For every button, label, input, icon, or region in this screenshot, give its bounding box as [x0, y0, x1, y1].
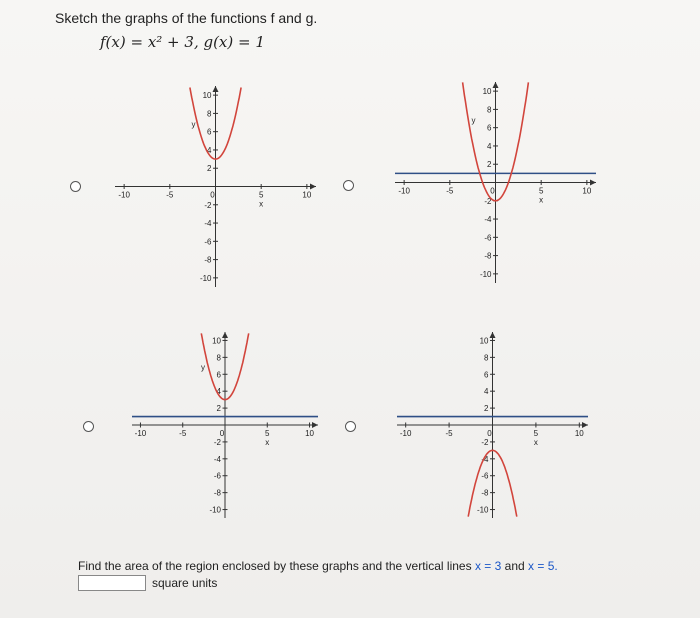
y-axis-arrow — [222, 332, 228, 338]
x-tick-label: 0 — [219, 429, 225, 438]
y-tick-label: 6 — [207, 127, 212, 137]
y-tick-label: 6 — [216, 370, 221, 380]
x-axis-label: x — [259, 199, 264, 209]
y-axis-arrow — [490, 332, 496, 338]
y-tick-label: 8 — [216, 353, 221, 363]
area-question — [78, 559, 558, 573]
y-tick-label: 4 — [216, 387, 221, 397]
option-c-radio[interactable] — [83, 421, 94, 432]
x-tick-label: 10 — [574, 429, 584, 438]
y-tick-label: 8 — [207, 109, 212, 119]
y-tick-label: -8 — [213, 488, 221, 498]
y-axis-arrow — [493, 82, 499, 88]
area-question-prefix: Find the area of the region enclosed by these graphs and the vertical lines — [78, 559, 472, 573]
y-tick-label: 10 — [212, 336, 221, 346]
y-tick-label: -4 — [484, 215, 492, 225]
y-tick-label: -10 — [199, 273, 212, 283]
x-axis-label: x — [539, 195, 544, 205]
x-tick-label: 0 — [487, 429, 492, 438]
y-tick-label: 2 — [484, 404, 489, 414]
option-a-graph — [100, 72, 325, 297]
y-tick-label: 2 — [487, 160, 492, 170]
x-tick-label: 5 — [258, 190, 264, 200]
x-tick-label: -10 — [118, 190, 130, 200]
option-b-graph — [380, 68, 605, 293]
y-tick-label: 8 — [487, 105, 492, 115]
x-axis-label: x — [533, 438, 538, 447]
answer-row — [78, 575, 217, 591]
y-tick-label: 10 — [479, 336, 489, 346]
x-axis-arrow — [310, 184, 316, 190]
y-tick-label: -4 — [481, 454, 489, 464]
option-d-graph — [382, 318, 597, 528]
y-tick-label: -10 — [479, 269, 492, 279]
x-tick-label: 5 — [533, 429, 539, 438]
x-tick-label: 10 — [305, 429, 314, 438]
x-axis-label: x — [265, 438, 270, 447]
x-tick-label: 5 — [538, 186, 544, 196]
y-tick-label: -2 — [484, 196, 492, 206]
y-tick-label: -6 — [481, 471, 489, 481]
x-tick-label: 0 — [490, 186, 495, 196]
option-b-radio[interactable] — [343, 180, 354, 191]
y-tick-label: 6 — [487, 123, 492, 133]
function-definitions: f(x) = x² + 3, g(x) = 1 — [100, 33, 265, 51]
x-tick-label: -10 — [398, 186, 410, 196]
units-label: square units — [152, 576, 218, 590]
y-tick-label: -6 — [204, 237, 212, 247]
y-tick-label: -4 — [213, 454, 221, 464]
y-tick-label: -2 — [213, 437, 221, 447]
y-tick-label: 2 — [207, 164, 212, 174]
x-tick-label: -10 — [134, 429, 147, 438]
option-c-graph — [117, 318, 327, 528]
x-tick-label: -5 — [166, 190, 174, 200]
y-tick-label: 10 — [482, 87, 492, 97]
x-tick-label: -5 — [445, 429, 453, 438]
x-axis-arrow — [312, 422, 318, 428]
y-axis-arrow — [213, 86, 219, 92]
y-tick-label: -6 — [484, 233, 492, 243]
option-a-radio[interactable] — [70, 181, 81, 192]
x-tick-label: -5 — [179, 429, 187, 438]
x-tick-label: -5 — [446, 186, 454, 196]
y-tick-label: 4 — [207, 145, 212, 155]
area-question-upper-bound: x = 5. — [528, 559, 558, 573]
y-tick-label: -10 — [209, 505, 221, 515]
y-tick-label: 2 — [216, 404, 221, 414]
y-tick-label: -8 — [484, 251, 492, 261]
y-tick-label: 4 — [484, 387, 489, 397]
prompt-text: Sketch the graphs of the functions f and g. — [55, 10, 318, 26]
y-tick-label: 6 — [484, 370, 489, 380]
y-tick-label: -8 — [204, 255, 212, 265]
area-question-lower-bound: x = 3 — [474, 559, 502, 573]
y-tick-label: -6 — [213, 471, 221, 481]
area-answer-input[interactable] — [78, 575, 146, 591]
x-axis-arrow — [590, 180, 596, 186]
area-question-and: and — [504, 559, 525, 573]
y-tick-label: 8 — [484, 353, 489, 363]
y-axis-label: y — [471, 116, 476, 126]
y-tick-label: -10 — [476, 505, 489, 515]
x-tick-label: 0 — [210, 190, 215, 200]
x-axis-arrow — [582, 422, 588, 428]
y-tick-label: 4 — [487, 141, 492, 151]
y-axis-label: y — [201, 363, 205, 373]
x-tick-label: -10 — [399, 429, 412, 438]
y-tick-label: -2 — [204, 200, 212, 210]
y-axis-label: y — [191, 120, 196, 130]
option-d-radio[interactable] — [345, 421, 356, 432]
x-tick-label: 10 — [302, 190, 312, 200]
x-tick-label: 5 — [265, 429, 270, 438]
y-tick-label: 10 — [202, 91, 212, 101]
y-tick-label: -2 — [481, 437, 489, 447]
y-tick-label: -4 — [204, 219, 212, 229]
y-tick-label: -8 — [481, 488, 489, 498]
x-tick-label: 10 — [582, 186, 592, 196]
